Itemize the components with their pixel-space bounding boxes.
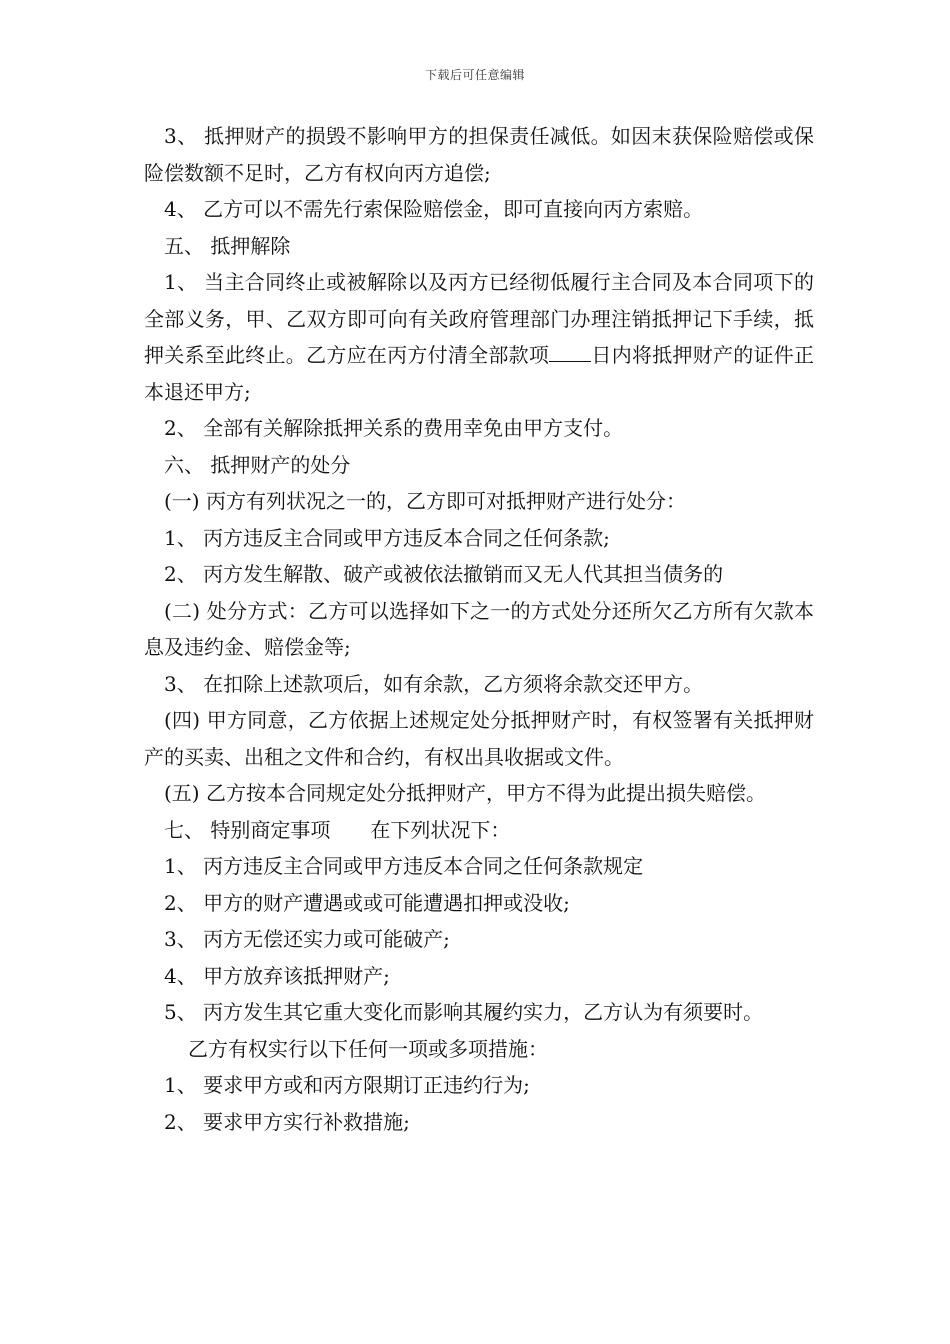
fill-in-blank <box>549 341 591 362</box>
clause-5-1-text-after: 日内将抵押财产的证件正本退还甲方; <box>144 343 815 404</box>
measure-1: 1、 要求甲方或和丙方限期订正违约行为; <box>164 1073 530 1097</box>
clause-6-1-2: 2、 丙方发生解散、破产或被依法撤销而又无人代其担当债务的 <box>164 562 724 586</box>
clause-4-4: 4、 乙方可以不需先行索保险赔偿金，即可直接向丙方索赔。 <box>164 197 704 221</box>
section-heading-5: 五、 抵押解除 <box>164 233 291 258</box>
clause-6-1-1: 1、 丙方违反主合同或甲方违反本合同之任何条款; <box>164 525 610 550</box>
clause-7-5: 5、 丙方发生其它重大变化而影响其履约实力，乙方认为有须要时。 <box>164 1000 764 1024</box>
clause-5-2: 2、 全部有关解除抵押关系的费用幸免由甲方支付。 <box>164 416 624 440</box>
subsection-6-5: (五) 乙方按本合同规定处分抵押财产，甲方不得为此提出损失赔偿。 <box>164 781 766 805</box>
subsection-6-1: (一) 丙方有列状况之一的，乙方即可对抵押财产进行处分： <box>164 489 686 513</box>
page-header: 下载后可任意编辑 <box>424 68 525 82</box>
clause-7-2: 2、 甲方的财产遭遇或或可能遭遇扣押或没收; <box>164 890 570 915</box>
clause-7-4: 4、 甲方放弃该抵押财产; <box>164 963 390 988</box>
clause-5-1 <box>144 264 814 410</box>
subsection-6-4: (四) 甲方同意，乙方依据上述规定处分抵押财产时，有权签署有关抵押财产的买卖、出租之文件和合约，有权出具收据或文件。 <box>144 708 814 769</box>
measures-intro: 乙方有权实行以下任何一项或多项措施： <box>188 1036 548 1061</box>
subsection-6-2: (二) 处分方式：乙方可以选择如下之一的方式处分还所欠乙方所有欠款本息及违约金、赔偿金等; <box>144 598 814 659</box>
section-heading-6: 六、 抵押财产的处分 <box>164 452 351 477</box>
clause-5-1-text-before: 1、 当主合同终止或被解除以及丙方已经彻低履行主合同及本合同项下的全部义务，甲、乙双方即可向有关政府管理部门办理注销抵押记下手续，抵押关系至此终止。乙方应在丙方付清全部款项 <box>144 270 814 367</box>
measure-2: 2、 要求甲方实行补救措施; <box>164 1109 410 1134</box>
clause-7-1: 1、 丙方违反主合同或甲方违反本合同之任何条款规定 <box>164 854 644 878</box>
clause-6-2-3: 3、 在扣除上述款项后，如有余款，乙方须将余款交还甲方。 <box>164 671 704 696</box>
clause-4-3: 3、 抵押财产的损毁不影响甲方的担保责任减低。如因末获保险赔偿或保险偿数额不足时，乙方有权向丙方追偿; <box>144 124 814 185</box>
document-body <box>144 118 814 1140</box>
section-heading-7: 七、 特别商定事项 在下列状况下： <box>164 817 511 842</box>
clause-7-3: 3、 丙方无偿还实力或可能破产; <box>164 927 450 951</box>
